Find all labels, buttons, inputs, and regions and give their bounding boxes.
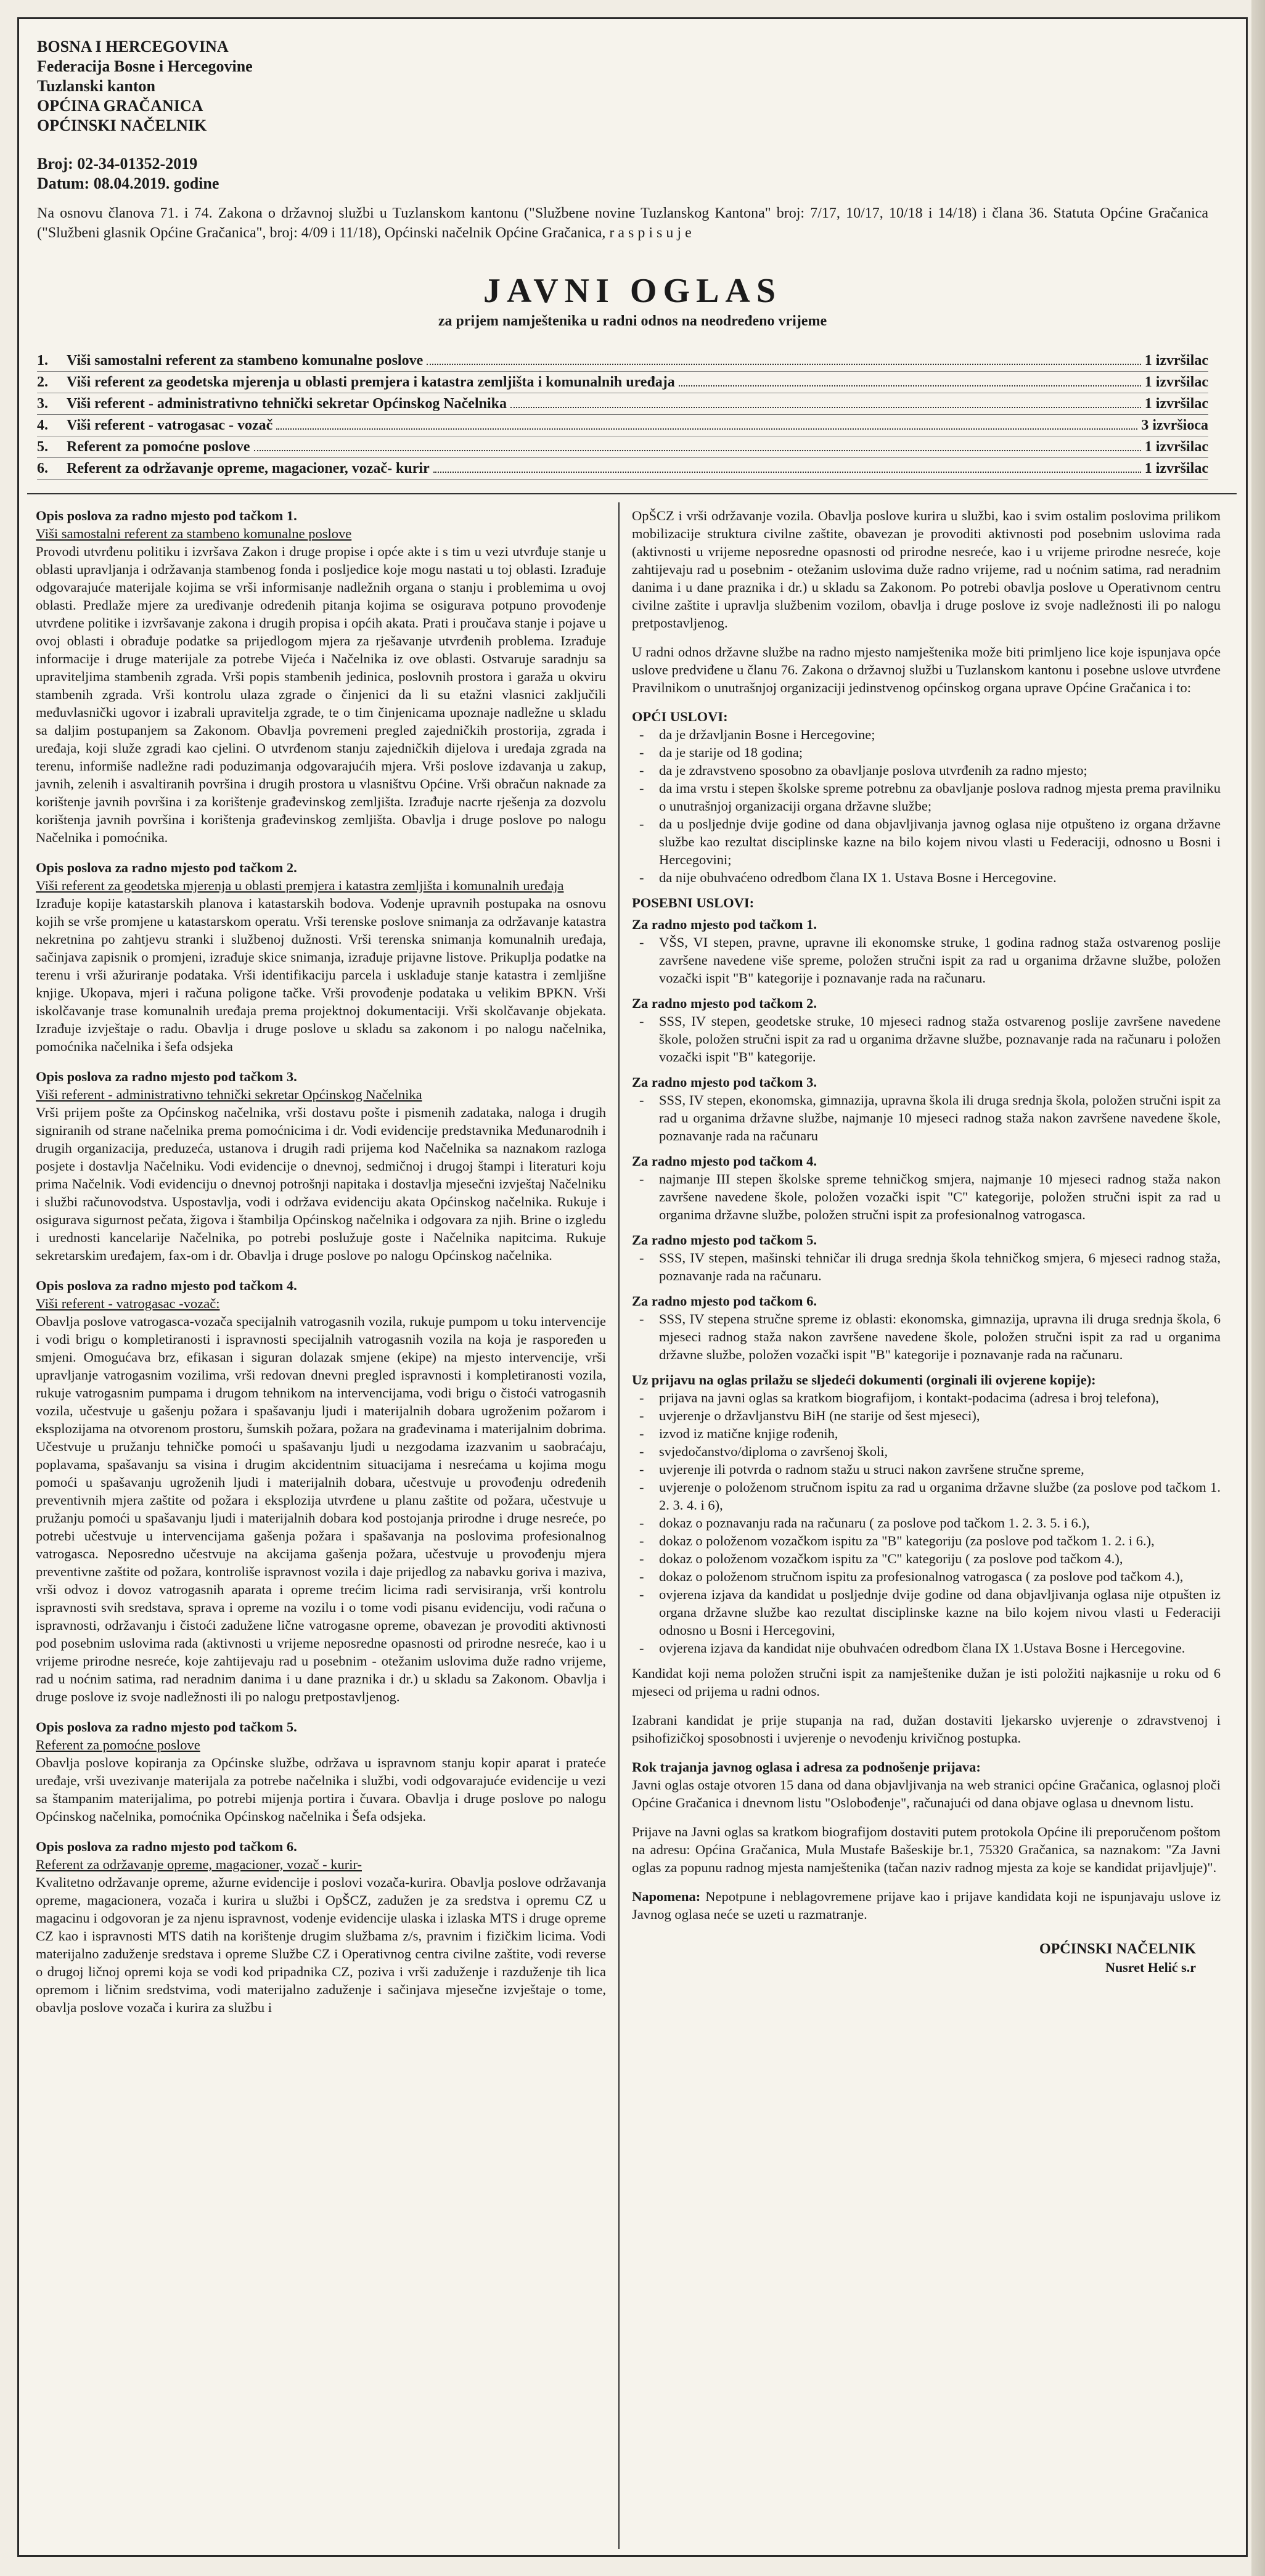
general-conditions-heading: OPĆI USLOVI: (632, 709, 728, 724)
left-column (36, 507, 606, 2029)
position-number: 6. (37, 460, 48, 476)
position-row (37, 436, 1208, 458)
special-condition-heading: Za radno mjesto pod tačkom 3. (632, 1074, 817, 1090)
document-item: - uvjerenje ili potvrda o radnom stažu u struci nakon završene stručne spreme, (632, 1460, 1221, 1478)
job-description-position: Viši samostalni referent za stambeno komunalne poslove (36, 526, 352, 541)
position-number: 3. (37, 396, 48, 412)
page-edge (1251, 0, 1265, 2576)
job-description-heading: Opis poslova za radno mjesto pod tačkom 2. (36, 860, 297, 875)
special-condition-item: - SSS, IV stepen, geodetske struke, 10 mjeseci radnog staža ostvarenog poslije završene navedene škole, položen stručni ispit za rad u organima državne službe, poznavanje rada na računaru i položen vozački ispit "B" kategorije. (632, 1012, 1221, 1066)
reference-block (37, 154, 592, 194)
job-description-text: Obavlja poslove vatrogasca-vozača specijalnih vatrogasnih vozila, rukuje pumpom u toku intervencije i vodi brigu o kompletiranosti i ispravnosti specijalnih vatrogasnih vozila na koja je raspoređen u smjeni. Omogućava brz, efikasan i siguran dolazak smjene (ekipe) na mjesto intervencije, vrši upravljanje vatrogasnim vozilima, vrši redovan dnevni pregled ispravnosti i kompletiranosti vozila, rukuje vatrogasnim pumpama i drugom tehnikom na intervencijama, vodi brigu o čistoći vatrogasnih vozila, učestvuje u gašenju požara i spašavanju ljudi i materijalnih dobara ugroženim požarom i eksplozijama na otvorenom prostoru, šumskih požara, požara na građevinama i materijalnim dobrima. Učestvuje u pružanju tehničke pomoći u spašavanju ljudi u nezgodama izazvanim u saobraćaju, poplavama, spašavanju sa visina i drugim akcidentnim situacijama i nesrećama u kojima mogu pomoći u spašavanju ugroženih ljudi i materijalnih dobara, učestvuje u provođenju određenih preventivnih mjera zaštite od požara i eksplozija utvrđene u planu zaštite od požara, učestvuje u pružanju pomoći u spašavanju ljudi i materijalnih dobara kod postojanja prirodne i druge nesreće, po potrebi učestvuje u intervencijama gašenja požara i spašavanja na poslovima profesionalnog vatrogasca. Neposredno učestvuje na akcijama gašenja požara, učestvuje u provođenju mjera preventivne zaštite od požara, kontroliše ispravnost vozila i daje prijedlog za nabavku goriva i maziva, vrši odvoz i dovoz vatrogasnih aparata i opreme trećim licima radi servisiranja, vrši kontrolu ispravnosti svih sredstava, sprava i opreme na vozilu i o tome vodi pisanu evidenciju, vodi računa o ispravnosti, održavanju i čistoći zaduženе lične vatrogasne opreme, obavezan je provoditi aktivnosti pod posebnim uslovima rada (aktivnosti u vrijeme neposredne opasnosti od prirodne nesreće, kao i u vrijeme prirodne nesreće, koje zahtijevaju rad u posebnim - otežanim uslovima duže radno vrijeme, rad u noćnim satima, rad neradnim danima i u dane praznika i dr.) u skladu sa Zakonom. Obavlja i druge poslove iz svoje nadležnosti ili po nalogu pretpostavljenog. (36, 1314, 606, 1704)
position-row (37, 372, 1208, 393)
job-description-heading: Opis poslova za radno mjesto pod tačkom 5. (36, 1719, 297, 1735)
position-count: 1 izvršilac (1144, 374, 1208, 390)
general-conditions-list (632, 726, 1221, 886)
special-condition-heading: Za radno mjesto pod tačkom 6. (632, 1293, 817, 1309)
signature-name: Nusret Helić s.r (1105, 1960, 1196, 1975)
special-condition-list (632, 1310, 1221, 1364)
condition-item: - da u posljednje dvije godine od dana objavljivanja javnog oglasa nije otpušteno iz organa državne službe kao rezultat disciplinske kazne na bilo kojem nivou vlasti u Federaciji, odnosno u Bosni i Hercegovini; (632, 815, 1221, 869)
position-title: Viši referent - administrativno tehnički sekretar Općinskog Načelnika (67, 396, 507, 412)
document-item: - svjedočanstvo/diploma o završenoj školi, (632, 1442, 1221, 1460)
special-condition-heading: Za radno mjesto pod tačkom 1. (632, 917, 817, 932)
job-description-heading: Opis poslova za radno mjesto pod tačkom 6. (36, 1839, 297, 1854)
document-item: - izvod iz matične knjige rođenih, (632, 1425, 1221, 1442)
job-description-text: Izrađuje kopije katastarskih planova i katastarskih bodova. Vodenje upravnih postupaka na osnovu kojih se vrše promjene u katastarskom operatu. Vrši terenske poslove snimanja za održavanje katastra nekretnina po zahtjevu stranki i službenoj dužnosti. Vrši terenska snimanja komunalnih uređaja, sačinjava zapisnik o promjeni, izrađuje skice snimanja, izrađuje prijavne listove. Prikuplja podatke na terenu i vrši ažuriranje podataka. Vrši identifikaciju parcela i usklađuje stanje katastra i zemljišne knjige. Ukopava, mjeri i računa poligone tačke. Vrši provođenje podataka u velikim BPKN. Vrši iskolčavanje trase komunalnih uređaja prema projektnoj dokumentaciji. Vrši skolčavanje objekata. Izrađuje izvještaje o radu. Obavlja i druge poslove u skladu sa zakonom i po nalogu načelnika, pomoćnika načelnika i šefa odsjeka (36, 896, 606, 1054)
deadline-heading: Rok trajanja javnog oglasa i adresa za podnošenje prijava: (632, 1759, 981, 1775)
position-row (37, 393, 1208, 415)
position-row (37, 415, 1208, 436)
job-description-heading: Opis poslova za radno mjesto pod tačkom 1. (36, 508, 297, 523)
dot-leader (433, 458, 1141, 473)
job-description-6 (36, 1838, 606, 2016)
position-title: Referent za održavanje opreme, magacioner, vozač- kurir (67, 460, 430, 476)
job-description-position: Referent za pomoćne poslove (36, 1737, 200, 1752)
special-condition-heading: Za radno mjesto pod tačkom 5. (632, 1232, 817, 1248)
job-description-position: Referent za održavanje opreme, magacioner, vozač - kurir- (36, 1857, 362, 1872)
job-description-text: Vrši prijem pošte za Općinskog načelnika, vrši dostavu pošte i pismenih zadataka, naloga i drugih signiranih od strane načelnika prema pomoćnicima i dr. Vodi evidencije predstavnika Međunarodnih i drugih organizacija, preduzeća, ustanova i drugih radi prijema kod Načelnika sa naznakom razloga posjete i dostavlja Načelniku. Vodi evidencije o dnevnoj, sedmičnoj i drugoj štampi i literaturi koju prima Načelnik. Vodi evidenciju o dnevnoj potrošnji napitaka i dostavlja mjesečni izvještaj Načelniku i službi računovodstva. Uspostavlja, vodi i održava evidenciju akata Općinskog načelnika. Rukuje i osigurava sigurnost pečata, žigova i štambilja Općinskog načelnika i odgovara za njih. Brine o izgledu i urednosti kancelarije Načelnika, po potrebi poslužuje goste i Načelnika napitcima. Rukuje sekretarskim uređajem, fax-om i dr. Obavlja i druge poslove po nalogu Općinskog načelnika. (36, 1105, 606, 1263)
reference-date: Datum: 08.04.2019. godine (37, 174, 219, 192)
position-count: 1 izvršilac (1144, 396, 1208, 412)
issuer-line: OPĆINSKI NAČELNIK (37, 117, 207, 134)
position-number: 1. (37, 353, 48, 369)
column-divider (618, 502, 620, 2549)
documents-list (632, 1389, 1221, 1657)
document-item: - ovjerena izjava da kandidat u posljednje dvije godine od dana objavljivanja oglasa nije otpušten iz organa državne službe kao rezultat disciplinske kazne na bilo kojem nivou vlasti u Federaciji odnosno u Bosni i Hercegovini, (632, 1585, 1221, 1639)
condition-item: - da je zdravstveno sposobno za obavljanje poslova utvrđenih za radno mjesto; (632, 761, 1221, 779)
position-number: 5. (37, 439, 48, 455)
position-row (37, 350, 1208, 372)
job-description-position: Viši referent - administrativno tehnički sekretar Općinskog Načelnika (36, 1087, 422, 1102)
position-title: Viši referent - vatrogasac - vozač (67, 417, 273, 433)
special-condition-heading: Za radno mjesto pod tačkom 4. (632, 1153, 817, 1169)
signature-block (632, 1940, 1221, 1976)
special-condition-list (632, 1249, 1221, 1285)
issuer-line: BOSNA I HERCEGOVINA (37, 38, 229, 55)
special-condition-list (632, 1091, 1221, 1145)
position-title: Viši referent za geodetska mjerenja u oblasti premjera i katastra zemljišta i komunalnih uređaja (67, 374, 675, 390)
issuer-line: Tuzlanski kanton (37, 77, 155, 95)
remark-label: Napomena: (632, 1889, 701, 1904)
position-count: 1 izvršilac (1144, 439, 1208, 455)
dot-leader (679, 372, 1141, 386)
position-count: 1 izvršilac (1144, 460, 1208, 476)
document-item: - dokaz o položenom vozačkom ispitu za "B" kategoriju (za poslove pod tačkom 1. 2. i 6.), (632, 1532, 1221, 1550)
job-description-1 (36, 507, 606, 846)
dot-leader (427, 350, 1140, 365)
remark-text: Nepotpune i neblagovremene prijave kao i prijave kandidata koji ne ispunjavaju uslove iz Javnog oglasa neće se uzeti u razmatranje. (632, 1889, 1221, 1922)
special-condition-item: - SSS, IV stepena stručne spreme iz oblasti: ekonomska, gimnazija, upravna ili druga srednja škola, 6 mjeseci radnog staža nakon završene navedene škole, položen stručni ispit za rad u organima državne službe, položen vozački ispit "B" kategorije i poznavanje rada na računaru. (632, 1310, 1221, 1364)
special-condition-item: - SSS, IV stepen, mašinski tehničar ili druga srednja škola tehničkog smjera, 6 mjeseci radnog staža, poznavanje rada na računaru. (632, 1249, 1221, 1285)
condition-item: - da je starije od 18 godina; (632, 743, 1221, 761)
remark (632, 1887, 1221, 1923)
issuer-header (37, 37, 592, 136)
general-conditions-intro: U radni odnos državne službe na radno mjesto namještenika može biti primljeno lice koje ispunjava opće uslove predviđene u članu 76. Zakona o državnoj službi u Tuzlanskom kantonu i posebne uslove utvrđene Pravilnikom o unutrašnjoj organizaciji jedinstvenog općinskog organa uprave Općine Gračanica i to: (632, 644, 1221, 695)
document-item: - uvjerenje o položenom stručnom ispitu za rad u organima državne službe (za poslove pod tačkom 1. 2. 3. 4. i 6), (632, 1478, 1221, 1514)
ad-title: JAVNI OGLAS (483, 272, 782, 310)
issuer-line: OPĆINA GRAČANICA (37, 97, 203, 115)
submission-text: Prijave na Javni oglas sa kratkom biografijom dostaviti putem protokola Općine ili preporučenom poštom na adresu: Općina Gračanica, Mula Mustafe Bašeskije br.1, 75320 Gračanica, sa naznakom: "Za Javni oglas za popunu radnog mjesta namještenika (tačan naziv radnog mjesta za koje se kandidat prijavljuje)". (632, 1824, 1221, 1875)
position-count: 3 izvršioca (1141, 417, 1208, 433)
job-description-4 (36, 1277, 606, 1706)
job-description-3 (36, 1068, 606, 1264)
right-column (632, 507, 1221, 1976)
job-description-heading: Opis poslova za radno mjesto pod tačkom 3. (36, 1069, 297, 1084)
condition-item: - da nije obuhvaćeno odredbom člana IX 1. Ustava Bosne i Hercegovine. (632, 869, 1221, 886)
positions-list (37, 350, 1208, 480)
issuer-line: Federacija Bosne i Hercegovine (37, 57, 253, 75)
job-description-text: Obavlja poslove kopiranja za Općinske službe, održava u ispravnom stanju kopir aparat i prateće uređaje, vrši uvezivanje materijala za potrebe načelnika i službi, vodi odgovarajuće evidencije u vezi sa štampanim materijalima, po potrebi mijenja portira i čuvara. Obavlja i druge poslove po nalogu Općinskog načelnika, pomoćnika Općinskog načelnika i Šefa odsjeka. (36, 1755, 606, 1824)
special-condition-list (632, 1170, 1221, 1224)
dot-leader (276, 415, 1137, 430)
job-description-5 (36, 1718, 606, 1825)
exam-note: Kandidat koji nema položen stručni ispit za namještenike dužan je isti položiti najkasnije u roku od 6 mjeseci od prijema u radni odnos. (632, 1666, 1221, 1699)
position-row (37, 458, 1208, 480)
position-number: 2. (37, 374, 48, 390)
job-description-text: Provodi utvrđenu politiku i izvršava Zakon i druge propise i opće akte i s tim u vezi utvrđuje stanje u oblasti upravljanja i održavanja stambenog fonda i posljedice koje mogu nastati u toj oblasti. Izrađuje odgovarajuće materijale kojima se vrši informisanje nadležnih organa o stanju i problemima u ovoj oblasti. Predlaže mjere za uređivanje određenih pitanja kojima se osigurava potpuno provođenje utvrđene politike i izvršavanje zakona i drugih propisa i općih akata. Prati i proučava stanje i pojave u ovoj oblasti i obrađuje podatke sa prijedlogom mjera za rješavanje utvrđenih problema. Izrađuje informacije i druge materijale za potrebe Vijeća i Načelnika iz ove oblasti. Ostvaruje saradnju sa upraviteljima stambenih zgrada. Vrši popis stambenih jedinica, poslovnih prostora i garaža u okviru stambenih zgrada. Vrši kontrolu ulaza zgrade o činjenici da li su etažni vlasnici zaključili međuvlasnički ugovor i izabrali upravitelja zgrade, te o tim činjenicama upoznaje nadležne u skladu sa dalјim postupanjem sa Zakonom. Obavlja povremeni pregled zajedničkih prostorija, zgrada i uređaja, koji služe zgradi kao cjelini. O utvrđenom stanju zajedničkih dijelova i uređaja zgrada na terenu, informiše nadležne radi poduzimanja odgovarajućih mjera. Vrši poslove izdavanja u zakup, javnih, zelenih i asvaltiranih površina i drugih prostora u vlasništvu Općine. Vrši obračun naknade za korištenje javnih površina i za korištenje građevinskog zemljišta. Izrađuje nacrte rješenja za dozvolu korištenja javnih površina i korištenja građevinskog zemljišta. Obavlja i druge poslove po nalogu Načelnika i pomoćnika. (36, 544, 606, 845)
document-item: - dokaz o položenom vozačkom ispitu za "C" kategoriju ( za poslove pod tačkom 4.), (632, 1550, 1221, 1568)
position-title: Viši samostalni referent za stambeno komunalne poslove (67, 353, 424, 369)
document-item: - uvjerenje o državljanstvu BiH (ne starije od šest mjeseci), (632, 1407, 1221, 1425)
job-description-2 (36, 859, 606, 1055)
document-item: - dokaz o položenom stručnom ispitu za profesionalnog vatrogasca ( za poslove pod tačkom 4.), (632, 1568, 1221, 1585)
special-conditions-heading: POSEBNI USLOVI: (632, 895, 755, 910)
document-item: - dokaz o poznavanju rada na računaru ( za poslove pod tačkom 1. 2. 3. 5. i 6.), (632, 1514, 1221, 1532)
job-description-position: Viši referent - vatrogasac -vozač: (36, 1296, 220, 1311)
special-condition-heading: Za radno mjesto pod tačkom 2. (632, 996, 817, 1011)
section-divider (27, 493, 1237, 494)
ad-subtitle: za prijem namještenika u radni odnos na neodređeno vrijeme (438, 313, 827, 329)
job-description-heading: Opis poslova za radno mjesto pod tačkom 4. (36, 1278, 297, 1293)
document-item: - prijava na javni oglas sa kratkom biografijom, i kontakt-podacima (adresa i broj telefona), (632, 1389, 1221, 1407)
medical-note: Izabrani kandidat je prije stupanja na rad, dužan dostaviti ljekarsko uvjerenje o zdravstvenoj i psihofizičkoj sposobnosti i uvjerenje o nevođenju krivičnog postupka. (632, 1712, 1221, 1746)
special-condition-list (632, 933, 1221, 987)
position-count: 1 izvršilac (1144, 353, 1208, 369)
condition-item: - da je državljanin Bosne i Hercegovine; (632, 726, 1221, 743)
position-number: 4. (37, 417, 48, 433)
deadline-text: Javni oglas ostaje otvoren 15 dana od dana objavljivanja na web stranici općine Gračanica, oglasnoj ploči Općine Gračanica i dnevnom listu "Oslobođenje", računajući od dana objave oglasa u dnevnom listu. (632, 1777, 1221, 1810)
signature-title: OPĆINSKI NAČELNIK (1039, 1941, 1196, 1957)
dot-leader (254, 436, 1141, 451)
intro-paragraph: Na osnovu članova 71. i 74. Zakona o državnoj službi u Tuzlanskom kantonu ("Službene novine Tuzlanskog Kantona" broj: 7/17, 10/17, 10/18 i 14/18) i člana 36. Statuta Općine Gračanica ("Službeni glasnik Općine Gračanica", broj: 4/09 i 11/18), Općinski načelnik Općine Gračanica, r a s p i s u j e (37, 205, 1208, 241)
documents-heading: Uz prijavu na oglas prilažu se sljedeći dokumenti (orginali ili ovjerene kopije): (632, 1372, 1096, 1388)
dot-leader (510, 393, 1141, 408)
document-item: - ovjerena izjava da kandidat nije obuhvaćen odredbom člana IX 1.Ustava Bosne i Hercegovine. (632, 1639, 1221, 1657)
position-title: Referent za pomoćne poslove (67, 439, 250, 455)
job-description-text: Kvalitetno održavanje opreme, ažurne evidencije i poslovi vozača-kurira. Obavlja poslove održavanja opreme, magacionera, vozača i kurira u službi i OpŠCZ, zadužen je za sredstva i opremu CZ u magacinu i odgovoran je za njenu ispravnost, vodenje evidencije ulaska i izlaska MTS i druge opreme CZ kao i ispravnosti MTS datih na korištenje drugim službama z/s, pravnim i fizičkim licima. Vodi materijalno zaduženje sredstava i opreme Službe CZ i Operativnog centra civilne zaštite, vodi reverse o drugoj ličnoj opremi koja se vodi kod pripadnika CZ, poziva i vrši zaduženje i razduženje tih lica opremom i ličnim sredstvima, vodi materijalno zaduženje i sačinjava mjesečne izvještaje o tome, obavlja poslove vozača i kurira za službu i (36, 1875, 606, 2015)
special-condition-item: - najmanje III stepen školske spreme tehničkog smjera, najmanje 10 mjeseci radnog staža nakon završene navedene škole, položen vozački ispit "C" kategorije, položen stručni ispit za rad u organima državne službe, položen stručni ispit za profesionalnog vatrogasca. (632, 1170, 1221, 1224)
job-description-6-continued: OpŠCZ i vrši održavanje vozila. Obavlja poslove kurira u službi, kao i svim ostalim poslovima prilikom mobilizacije struktura civilne zaštite, obavezan je provoditi aktivnosti pod posebnim uslovima rada (aktivnosti u vrijeme neposredne opasnosti od prirodne nesreće, kao i u vrijeme prirodne nesreće, koje zahtijevaju rad u posebnim - otežanim uslovima duže radno vrijeme, rad u noćnim satima, rad neradnim danima i u dane praznika i dr.) u skladu sa Zakonom. Po potrebi obavlja poslove u Operativnom centru civilne zaštite i upravlja službenim vozilom, obavlja i druge poslove iz svoje nadležnosti ili po nalogu pretpostavljenog. (632, 508, 1221, 631)
special-condition-item: - VŠS, VI stepen, pravne, upravne ili ekonomske struke, 1 godina radnog staža ostvarenog poslije završene navedene više spreme, položen stručni ispit za rad u organima državne službe, položen vozački ispit "B" kategorije i poznavanje rada na računaru. (632, 933, 1221, 987)
special-condition-list (632, 1012, 1221, 1066)
reference-number: Broj: 02-34-01352-2019 (37, 155, 198, 173)
condition-item: - da ima vrstu i stepen školske spreme potrebnu za obavljanje poslova radnog mjesta prema pravilniku o unutrašnjoj organizaciji organa državne službe; (632, 779, 1221, 815)
job-description-position: Viši referent za geodetska mjerenja u oblasti premjera i katastra zemljišta i komunalnih uređaja (36, 878, 564, 893)
special-condition-item: - SSS, IV stepen, ekonomska, gimnazija, upravna škola ili druga srednja škola, položen stručni ispit za rad u organima državne službe, najmanje 10 mjeseci radnog staža nakon završene navedene škole, poznavanje rada na računaru (632, 1091, 1221, 1145)
